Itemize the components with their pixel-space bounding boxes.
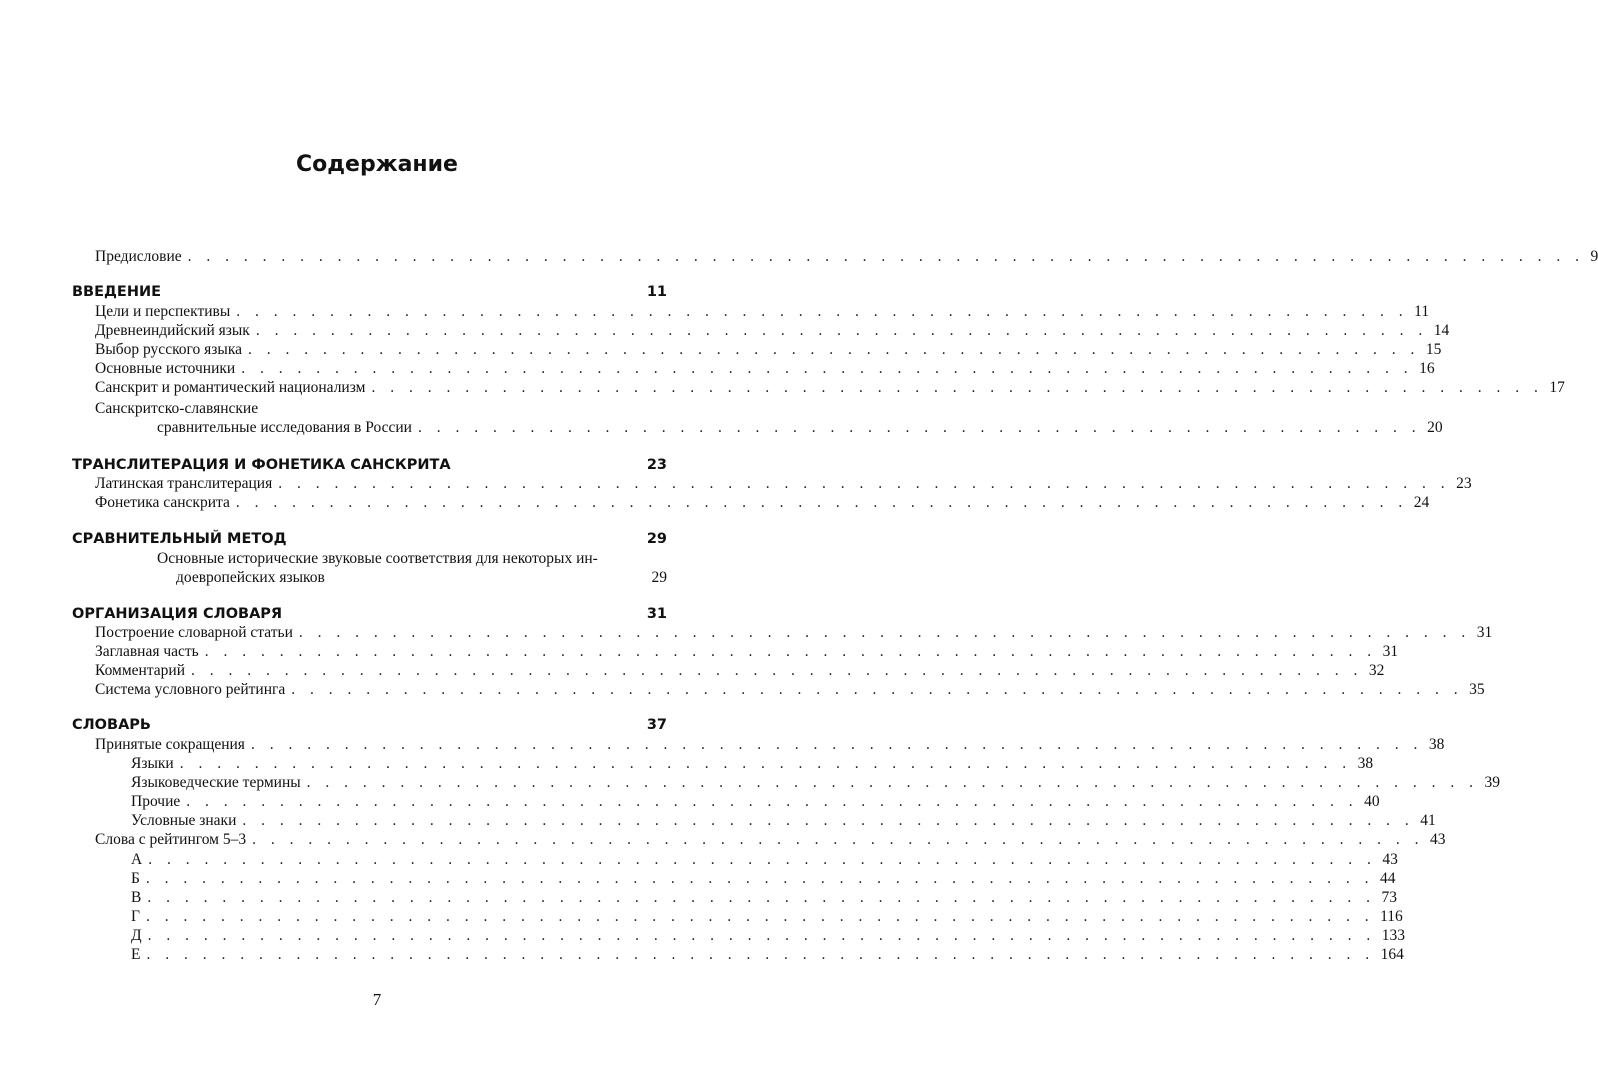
toc-entry-label: А [131,851,143,868]
toc-entry-page: 11 [1414,303,1430,320]
leader-dots: . . . . . . . . . . . . . . . . . . . . . . . . . . . . . . . . . . . . . . . . . . . . . . . . . . . . . . . . . . . . . . . . . . [145,908,1375,925]
toc-entry[interactable] [157,418,1443,438]
toc-entry-label: сравнительные исследования в России [157,419,412,436]
toc-entry[interactable] [95,830,1446,850]
toc-section-label: ВВЕДЕНИЕ [72,284,162,300]
toc-entry[interactable] [131,945,1404,965]
toc-entry-label: Г [131,908,140,925]
toc-entry[interactable] [95,302,1430,322]
toc-entry-page: 31 [1382,643,1399,660]
toc-entry-preface[interactable] [95,247,1598,267]
toc-entry[interactable] [95,680,1485,700]
leader-dots: . . . . . . . . . . . . . . . . . . . . . . . . . . . . . . . . . . . . . . . . . . . . . . . . . . . . . . . . . . . . . . . [371,379,1544,396]
toc-entry-page: 39 [1484,774,1501,791]
toc-section-dictionary-organization[interactable] [72,606,667,622]
toc-entry[interactable] [131,926,1405,946]
toc-entry-label: Языковедческие термины [131,774,301,791]
leader-dots: . . . . . . . . . . . . . . . . . . . . . . . . . . . . . . . . . . . . . . . . . . . . . . . . . . . . . . . . . . . . . . . . . . . . . . . . . . . [187,248,1585,265]
toc-entry-label: Древнеиндийский язык [95,322,250,339]
toc-entry-page: 73 [1381,889,1397,906]
toc-entry-page: 164 [1380,946,1404,963]
toc-entry-page: 9 [1590,248,1598,265]
toc-entry-label-wrap[interactable]: Санскритско-славянские [95,400,259,417]
toc-entry[interactable] [176,568,667,588]
toc-entry[interactable] [131,754,1374,774]
leader-dots: . . . . . . . . . . . . . . . . . . . . . . . . . . . . . . . . . . . . . . . . . . . . . . . . . . . . . . . . . . . . . . . [250,736,1423,753]
leader-dots: . . . . . . . . . . . . . . . . . . . . . . . . . . . . . . . . . . . . . . . . . . . . . . . . . . . . . . . . . . . . . . . [241,360,1414,377]
leader-dots: . . . . . . . . . . . . . . . . . . . . . . . . . . . . . . . . . . . . . . . . . . . . . . . . . . . . . . . . . . . . . . . [179,755,1352,772]
toc-section-label: ОРГАНИЗАЦИЯ СЛОВАРЯ [72,606,283,622]
page-number: 7 [372,990,382,1009]
toc-entry-label: Санскрит и романтический национализм [95,379,366,396]
toc-entry[interactable] [131,850,1398,870]
toc-entry-page: 16 [1419,360,1435,377]
toc-entry-label: Прочие [131,793,181,810]
toc-section-dictionary[interactable] [72,717,667,733]
leader-dots: . . . . . . . . . . . . . . . . . . . . . . . . . . . . . . . . . . . . . . . . . . . . . . . . . . . . . . . . . . . . . . . [235,494,1408,511]
toc-entry-page: 31 [1476,624,1493,641]
toc-entry[interactable] [95,493,1430,513]
leader-dots: . . . . . . . . . . . . . . . . . . . . . . . . . . . . . . . . . . . . . . . . . . . . . . . . . . . . . . [417,419,1422,436]
toc-entry[interactable] [95,735,1445,755]
toc-entry-label: Принятые сокращения [95,736,245,753]
toc-section-page: 29 [646,531,667,547]
toc-entry-label: Условные знаки [131,812,237,829]
toc-entry-page: 38 [1357,755,1374,772]
toc-entry-label: Фонетика санскрита [95,494,230,511]
toc-entry[interactable] [131,907,1403,927]
toc-entry-page: 17 [1549,379,1565,396]
leader-dots: . . . . . . . . . . . . . . . . . . . . . . . . . . . . . . . . . . . . . . . . . . . . . . . . . . . . . . . . . . . . . . . [278,475,1451,492]
toc-entry-label: Д [131,927,142,944]
page-title: Содержание [296,152,458,177]
leader-dots: . . . . . . . . . . . . . . . . . . . . . . . . . . . . . . . . . . . . . . . . . . . . . . . . . . . . . . . . . . . . . . . [252,831,1424,848]
toc-entry-label-wrap[interactable]: Основные исторические звуковые соответствия для некоторых ин- [157,550,598,567]
leader-dots: . . . . . . . . . . . . . . . . . . . . . . . . . . . . . . . . . . . . . . . . . . . . . . . . . . . . . . . . . . . . . . . [306,774,1479,791]
toc-section-label: СЛОВАРЬ [72,717,151,733]
toc-entry[interactable] [131,869,1396,889]
toc-entry-page: 35 [1469,681,1485,698]
toc-entry-page: 20 [1427,419,1443,436]
toc-entry-label: Б [131,870,140,887]
toc-entry-label: Заглавная часть [95,643,199,660]
leader-dots: . . . . . . . . . . . . . . . . . . . . . . . . . . . . . . . . . . . . . . . . . . . . . . . . . . . . . . . . . . . . . . . [255,322,1428,339]
toc-entry-label: Основные источники [95,360,236,377]
leader-dots: . . . . . . . . . . . . . . . . . . . . . . . . . . . . . . . . . . . . . . . . . . . . . . . . . . . . . . . . . . . . . . . . . . [147,889,1376,906]
toc-entry-page: 32 [1368,662,1385,679]
toc-entry-page: 15 [1425,341,1442,358]
toc-entry-label: Цели и перспективы [95,303,231,320]
leader-dots: . . . . . . . . . . . . . . . . . . . . . . . . . . . . . . . . . . . . . . . . . . . . . . . . . . . . . . . . . . . . . . . . . . [146,946,1375,963]
leader-dots: . . . . . . . . . . . . . . . . . . . . . . . . . . . . . . . . . . . . . . . . . . . . . . . . . . . . . . . . . . . . . . . [298,624,1471,641]
toc-entry[interactable] [95,642,1399,662]
toc-entry-label: Языки [131,755,174,772]
toc-entry-label: Е [131,946,141,963]
toc-section-page: 11 [646,284,667,300]
toc-entry-page: 14 [1433,322,1450,339]
toc-entry[interactable] [95,474,1472,494]
toc-entry-page: 133 [1381,927,1405,944]
toc-entry-label: Слова с рейтингом 5–3 [95,831,247,848]
toc-entry[interactable] [95,661,1385,681]
leader-dots: . . . . . . . . . . . . . . . . . . . . . . . . . . . . . . . . . . . . . . . . . . . . . . . . . . . . . . . . . . . . . . . . . . [145,870,1375,887]
toc-entry-label: Комментарий [95,662,185,679]
leader-dots: . . . . . . . . . . . . . . . . . . . . . . . . . . . . . . . . . . . . . . . . . . . . . . . . . . . . . . . . . . . . . . . [248,341,1420,358]
toc-entry[interactable] [131,773,1501,793]
toc-entry-label: Предисловие [95,248,182,265]
toc-section-page: 37 [646,717,667,733]
toc-entry[interactable] [131,792,1380,812]
toc-entry-page: 43 [1382,851,1398,868]
toc-entry-page: 116 [1380,908,1403,925]
leader-dots: . . . . . . . . . . . . . . . . . . . . . . . . . . . . . . . . . . . . . . . . . . . . . . . . . . . . . . . . . . . . . . . [291,681,1464,698]
toc-entry-page: 38 [1428,736,1445,753]
toc-entry[interactable] [95,340,1442,360]
toc-entry-page: 24 [1413,494,1430,511]
toc-section-transliteration[interactable] [72,457,667,473]
toc-entry[interactable] [131,811,1436,831]
toc-entry-page: 41 [1420,812,1436,829]
toc-entry-label: Латинская транслитерация [95,475,273,492]
toc-entry[interactable] [95,623,1493,643]
toc-entry-label: Построение словарной статьи [95,624,293,641]
leader-dots: . . . . . . . . . . . . . . . . . . . . . . . . . . . . . . . . . . . . . . . . . . . . . . . . . . . . . . . . . . . . . . . [191,662,1363,679]
toc-entry[interactable] [95,378,1565,398]
toc-section-page: 23 [646,457,667,473]
toc-entry[interactable] [95,359,1435,379]
toc-entry-page: 40 [1364,793,1380,810]
toc-section-label: СРАВНИТЕЛЬНЫЙ МЕТОД [72,531,287,547]
toc-section-page: 31 [646,606,667,622]
toc-entry[interactable] [95,321,1450,341]
toc-entry-page: 29 [651,569,667,586]
leader-dots: . . . . . . . . . . . . . . . . . . . . . . . . . . . . . . . . . . . . . . . . . . . . . . . . . . . . . . . . . . . . . . . [186,793,1359,810]
toc-entry-page: 44 [1380,870,1396,887]
leader-dots: . . . . . . . . . . . . . . . . . . . . . . . . . . . . . . . . . . . . . . . . . . . . . . . . . . . . . . . . . . . . . . . . . . [147,927,1376,944]
toc-entry-label: доевропейских языков [176,569,325,586]
toc-entry-label: В [131,889,142,906]
toc-entry-page: 43 [1429,831,1446,848]
leader-dots: . . . . . . . . . . . . . . . . . . . . . . . . . . . . . . . . . . . . . . . . . . . . . . . . . . . . . . . . . . . . . . . [236,303,1409,320]
leader-dots: . . . . . . . . . . . . . . . . . . . . . . . . . . . . . . . . . . . . . . . . . . . . . . . . . . . . . . . . . . . . . . . [204,643,1377,660]
leader-dots: . . . . . . . . . . . . . . . . . . . . . . . . . . . . . . . . . . . . . . . . . . . . . . . . . . . . . . . . . . . . . . . . . . [148,851,1377,868]
toc-section-introduction[interactable] [72,284,667,300]
leader-dots: . . . . . . . . . . . . . . . . . . . . . . . . . . . . . . . . . . . . . . . . . . . . . . . . . . . . . . . . . . . . . . . [242,812,1415,829]
toc-entry[interactable] [131,888,1397,908]
toc-entry-label: Выбор русского языка [95,341,243,358]
toc-entry-page: 23 [1456,475,1472,492]
toc-section-comparative-method[interactable] [72,531,667,547]
toc-section-label: ТРАНСЛИТЕРАЦИЯ И ФОНЕТИКА САНСКРИТА [72,457,451,473]
toc-entry-label: Система условного рейтинга [95,681,286,698]
